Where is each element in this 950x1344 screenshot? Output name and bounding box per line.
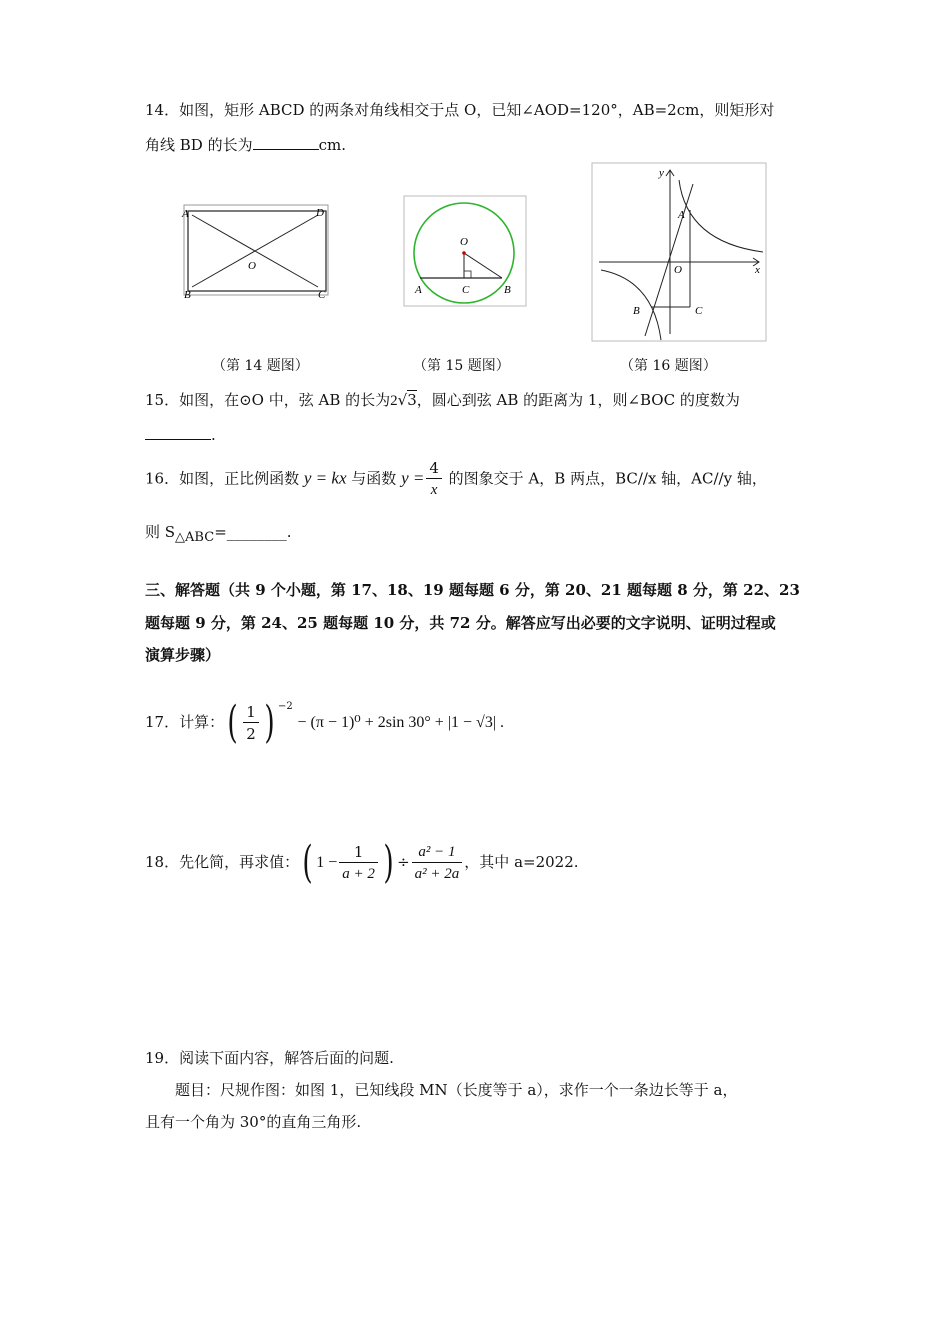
fig14-label-D: D xyxy=(316,207,324,219)
fig16-label-C: C xyxy=(695,305,703,317)
fig15-label-C: C xyxy=(462,284,470,296)
section3-line2: 题每题 9 分，第 24、25 题每题 10 分，共 72 分。解答应写出必要的文字说明、证明过程或 xyxy=(145,614,776,632)
q16-text-pre: 16．如图，正比例函数 xyxy=(145,469,300,488)
figure-14-rectangle xyxy=(178,203,338,303)
q16-line1 xyxy=(145,458,767,501)
fig16-label-O: O xyxy=(674,264,682,276)
q16-line2 xyxy=(145,522,292,548)
figure-16-graph xyxy=(591,162,767,342)
q16-line2-post: =________. xyxy=(214,523,292,541)
q18-fraction1 xyxy=(339,842,378,885)
q17-label: 17．计算： xyxy=(145,713,225,731)
fig15-label-A: A xyxy=(415,284,422,296)
q15-text-post: ，圆心到弦 AB 的距离为 1，则∠BOC 的度数为 xyxy=(416,391,740,409)
q14-line1: 14．如图，矩形 ABCD 的两条对角线相交于点 O，已知∠AOD=120°，AB=2cm，则矩形对 xyxy=(145,101,775,119)
q18-frac1-num: 1 xyxy=(339,842,378,863)
sqrt-symbol: √ xyxy=(397,391,408,409)
section3-line3: 演算步骤） xyxy=(145,646,221,664)
q18-one-minus: 1 − xyxy=(316,854,338,871)
q16-func2-fraction xyxy=(426,458,442,501)
q17-frac-den: 2 xyxy=(246,724,256,743)
q16-func1: y = kx xyxy=(303,468,347,488)
q16-func2-lhs: y = xyxy=(401,468,425,488)
q18-line xyxy=(145,834,579,891)
q18-frac2-den: a² + 2a xyxy=(414,865,460,882)
q14-line2-pre: 角线 BD 的长为 xyxy=(145,136,253,154)
q16-subscript: △ABC xyxy=(175,530,215,545)
q15-line2-post: . xyxy=(211,426,216,444)
left-paren: ( xyxy=(227,697,238,748)
q16-text-mid: 与函数 xyxy=(351,469,397,488)
q17-frac-num: 1 xyxy=(243,702,259,723)
fig16-caption: （第 16 题图） xyxy=(620,358,717,374)
right-paren: ) xyxy=(383,837,394,888)
q17-fraction xyxy=(243,702,259,745)
fig15-caption: （第 15 题图） xyxy=(413,358,510,374)
q16-frac-num: 4 xyxy=(426,458,442,479)
answer-blank xyxy=(145,425,211,440)
right-paren: ) xyxy=(264,697,275,748)
fig14-label-A: A xyxy=(182,208,189,220)
q15-line2 xyxy=(145,425,216,445)
answer-blank xyxy=(253,135,319,150)
q14-line2 xyxy=(145,135,346,155)
fig15-label-O: O xyxy=(460,236,468,248)
fig14-label-B: B xyxy=(184,289,191,301)
q18-fraction2 xyxy=(412,842,463,885)
fig14-caption: （第 14 题图） xyxy=(212,358,309,374)
fig15-label-B: B xyxy=(504,284,511,296)
q18-post: ，其中 a=2022. xyxy=(464,853,579,871)
q18-frac1-den: a + 2 xyxy=(342,865,375,882)
fig14-label-O: O xyxy=(248,260,256,272)
q18-divide: ÷ xyxy=(397,853,410,871)
q17-exponent: −2 xyxy=(277,701,293,712)
fig14-label-C: C xyxy=(318,289,326,301)
fig16-label-B: B xyxy=(633,305,640,317)
q15-coef: 2 xyxy=(390,393,398,409)
q15-radicand: 3 xyxy=(407,391,417,409)
q15-line1 xyxy=(145,390,740,411)
q17-line xyxy=(145,683,504,748)
left-paren: ( xyxy=(302,837,313,888)
q18-label: 18．先化简，再求值： xyxy=(145,853,300,871)
section3-line1: 三、解答题（共 9 个小题，第 17、18、19 题每题 6 分，第 20、21 题每题 8 分，第 22、23 xyxy=(145,581,800,599)
q18-frac2-num: a² − 1 xyxy=(412,842,463,863)
fig16-label-x: x xyxy=(755,264,760,276)
q17-rest: − (π − 1)⁰ + 2sin 30° + |1 − √3| . xyxy=(297,714,505,731)
q19-line3: 且有一个角为 30°的直角三角形. xyxy=(145,1113,362,1131)
figure-15-circle xyxy=(403,195,527,307)
q16-text-post: 的图象交于 A，B 两点，BC//x 轴，AC//y 轴， xyxy=(448,469,767,488)
fig16-label-A: A xyxy=(678,209,685,221)
q14-line2-post: cm. xyxy=(318,136,346,154)
q16-frac-den: x xyxy=(430,482,438,498)
q15-text-pre: 15．如图，在⊙O 中，弦 AB 的长为 xyxy=(145,391,391,409)
q19-line1: 19．阅读下面内容，解答后面的问题. xyxy=(145,1049,394,1067)
q16-line2-pre: 则 S xyxy=(145,523,176,541)
q19-line2: 题目：尺规作图：如图 1，已知线段 MN（长度等于 a），求作一个一条边长等于 a， xyxy=(175,1081,738,1099)
fig16-label-y: y xyxy=(659,167,664,179)
